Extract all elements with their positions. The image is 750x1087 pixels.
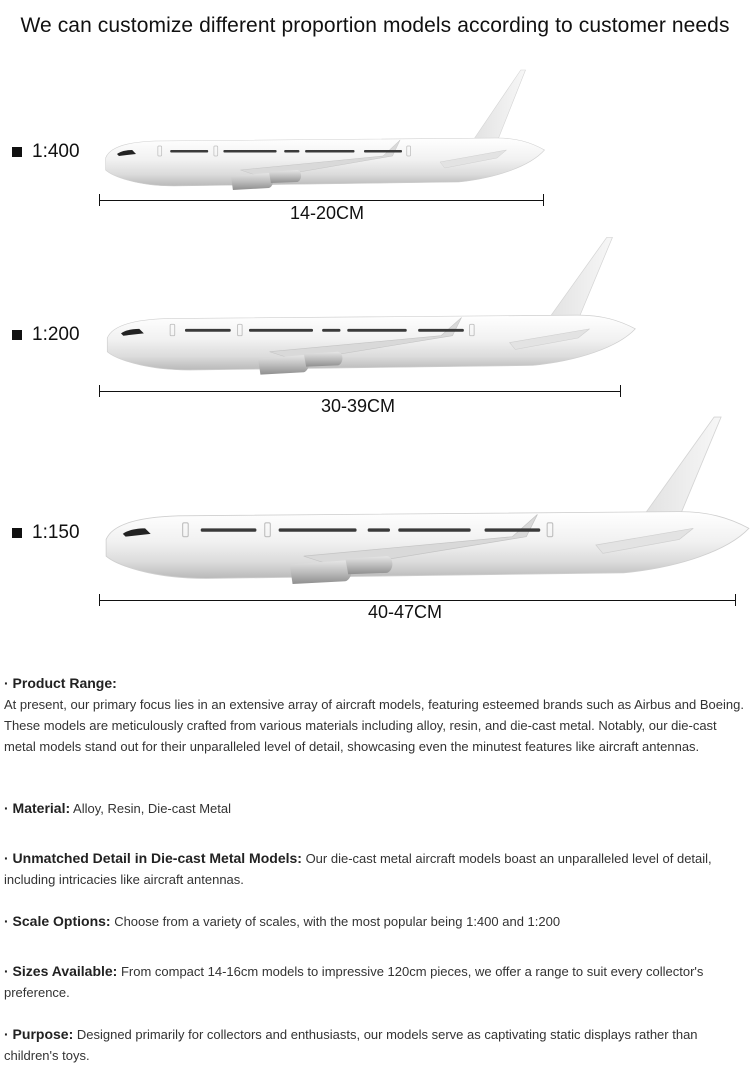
dimension-line [100,200,544,201]
sizes-text: From compact 14-16cm models to impressive 120cm pieces, we offer a range to suit every collector's preference. [4,964,704,1000]
dimension-tick-right [543,194,544,206]
dimension-label: 14-20CM [289,203,365,223]
material-section [4,798,746,819]
material-text: Alloy, Resin, Die-cast Metal [70,801,231,816]
sizes-heading: · Sizes Available: [4,963,118,979]
airplane-image [98,60,558,200]
scale-label-text: 1:400 [32,141,80,162]
airplane-image [95,403,735,598]
scale-options-text: Choose from a variety of scales, with the most popular being 1:400 and 1:200 [110,914,561,929]
dimension-tick-left [99,194,100,206]
scale-options-heading: · Scale Options: [4,913,111,929]
page-title: We can customize different proportion models according to customer needs [20,14,730,37]
scale-options-section [4,911,746,932]
dimension-line [100,391,621,392]
product-range-text: At present, our primary focus lies in an extensive array of aircraft models, featuring esteemed brands such as Airbus and Boeing. These models are meticulously crafted from various materials including alloy, resin, and die-cast metal. Notably, our die-cast metal models stand out for their unparalleled level of detail, showcasing even the minutest features like aircraft antennas. [4,697,744,754]
dimension-tick-right [620,385,621,397]
material-heading: · Material: [4,800,71,816]
detail-heading: · Unmatched Detail in Die-cast Metal Models: [4,850,302,866]
product-range-heading: · Product Range: [4,675,117,691]
dimension-tick-right [735,594,736,606]
dimension-tick-left [99,385,100,397]
purpose-heading: · Purpose: [4,1026,74,1042]
detail-section [4,848,746,890]
sizes-section [4,961,746,1003]
scale-label [12,522,80,544]
dimension-label: 40-47CM [367,602,443,622]
bullet-square-icon [12,528,22,538]
bullet-square-icon [12,330,22,340]
bullet-square-icon [12,147,22,157]
dimension-label: 30-39CM [320,396,396,416]
dimension-line [100,600,736,601]
purpose-section [4,1024,746,1066]
scale-label-text: 1:150 [32,522,80,543]
dimension-tick-left [99,594,100,606]
purpose-text: Designed primarily for collectors and enthusiasts, our models serve as captivating static displays rather than children's toys. [4,1027,698,1063]
scale-label [12,324,80,346]
product-range-section [4,673,746,757]
airplane-image [96,226,626,386]
scale-label [12,141,80,163]
scale-label-text: 1:200 [32,324,80,345]
detail-text: Our die-cast metal aircraft models boast an unparalleled level of detail, including intricacies like aircraft antennas. [4,851,712,887]
